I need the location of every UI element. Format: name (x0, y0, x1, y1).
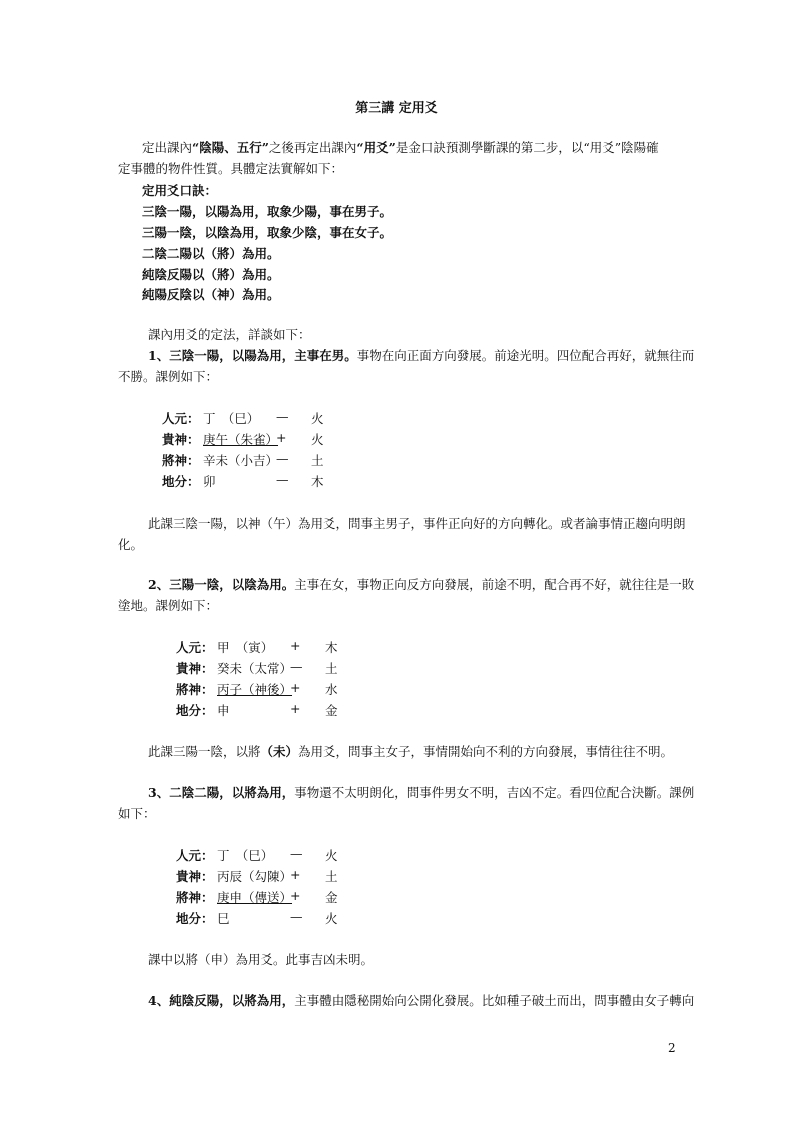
rule-item: 二陰二陽以（將）為用。 (142, 246, 280, 261)
row-element: 水 (325, 682, 338, 697)
row-label: 貴神： (162, 432, 200, 447)
rules-title: 定用爻口訣： (142, 183, 218, 198)
row-sign: + (290, 867, 301, 882)
row-sign: + (276, 430, 287, 445)
section-1-after-1: 此課三陰一陽，以神（午）為用爻，問事主男子，事件正向好的方向轉化。或者論事情正趨向明朗 (148, 516, 686, 531)
row-label: 將神： (176, 890, 214, 905)
intro-text: 之後再定出課內 (268, 140, 357, 155)
row-value: 丁 （巳） (203, 411, 260, 426)
row-element: 金 (325, 703, 338, 718)
section-text: 此課三陽一陰，以將 (148, 744, 261, 759)
row-label: 地分： (176, 911, 214, 926)
intro-line-1 (142, 137, 659, 158)
row-value: 辛未（小吉） (203, 453, 279, 468)
section-3-after: 課中以將（申）為用爻。此事吉凶未明。 (148, 952, 374, 967)
method-intro: 課內用爻的定法，詳談如下： (148, 327, 311, 342)
row-element: 木 (325, 640, 338, 655)
row-label: 貴神： (176, 661, 214, 676)
row-label: 將神： (162, 453, 200, 468)
row-label: 地分： (162, 474, 200, 489)
row-element: 木 (311, 474, 324, 489)
row-sign: + (290, 638, 301, 653)
row-value: 庚申（傳送） (217, 890, 293, 905)
row-sign: — (276, 409, 289, 424)
row-element: 火 (311, 411, 324, 426)
row-label: 人元： (162, 411, 200, 426)
section-1-line-2: 不勝。課例如下： (118, 369, 219, 384)
row-element: 火 (325, 911, 338, 926)
row-value: 卯 (203, 474, 216, 489)
section-2-line-1 (148, 574, 694, 595)
intro-emphasis: “用爻” (356, 140, 396, 155)
row-element: 火 (325, 848, 338, 863)
row-element: 土 (325, 869, 338, 884)
section-3-line-2: 如下： (118, 806, 156, 821)
section-2-line-2: 塗地。課例如下： (118, 598, 219, 613)
row-value: 丙子（神後） (217, 682, 293, 697)
rule-item: 三陰一陽，以陽為用，取象少陽，事在男子。 (142, 204, 393, 219)
intro-emphasis: “陰陽、五行” (192, 140, 269, 155)
section-heading: 3、二陰二陽，以將為用， (148, 785, 295, 800)
row-value: 甲 （寅） (217, 640, 274, 655)
row-value: 庚午（朱雀） (203, 432, 279, 447)
row-element: 土 (325, 661, 338, 676)
row-element: 土 (311, 453, 324, 468)
row-sign: — (276, 451, 289, 466)
row-sign: + (290, 701, 301, 716)
section-3-line-1 (148, 782, 694, 803)
section-text: 主事在女，事物正向反方向發展，前途不明，配合再不好，就往往是一敗 (294, 577, 695, 592)
section-emphasis: （未） (260, 744, 299, 759)
row-label: 將神： (176, 682, 214, 697)
row-label: 地分： (176, 703, 214, 718)
page-number: 2 (668, 1041, 676, 1055)
row-sign: — (290, 909, 303, 924)
row-sign: — (276, 472, 289, 487)
section-text: 事物還不太明朗化，問事件男女不明，吉凶不定。看四位配合決斷。課例 (294, 785, 695, 800)
rule-item: 純陽反陰以（神）為用。 (142, 287, 280, 302)
intro-text: 是金口訣預測學斷課的第二步，以“用爻”陰陽確 (395, 140, 659, 155)
page-title: 第三講 定用爻 (355, 101, 438, 116)
row-sign: — (290, 846, 303, 861)
row-value: 丙辰（勾陳） (217, 869, 293, 884)
section-heading: 2、三陽一陰，以陰為用。 (148, 577, 295, 592)
row-label: 人元： (176, 640, 214, 655)
intro-line-2: 定事體的物件性質。具體定法實解如下： (118, 161, 344, 176)
row-value: 丁 （巳） (217, 848, 274, 863)
section-text: 為用爻，問事主女子，事情開始向不利的方向發展，事情往往不明。 (298, 744, 674, 759)
row-value: 申 (217, 703, 230, 718)
row-sign: + (290, 888, 301, 903)
section-1-after-2: 化。 (118, 537, 144, 552)
section-1-line-1 (148, 345, 694, 366)
section-heading: 1、三陰一陽，以陽為用，主事在男。 (148, 348, 357, 363)
section-text: 主事體由隱秘開始向公開化發展。比如種子破土而出，問事體由女子轉向 (294, 993, 695, 1008)
row-value: 巳 (217, 911, 230, 926)
row-label: 人元： (176, 848, 214, 863)
row-label: 貴神： (176, 869, 214, 884)
row-value: 癸未（太常） (217, 661, 293, 676)
rule-item: 純陰反陽以（將）為用。 (142, 267, 280, 282)
rule-item: 三陽一陰，以陰為用，取象少陰，事在女子。 (142, 225, 393, 240)
section-2-after (148, 741, 673, 762)
row-sign: — (290, 659, 303, 674)
intro-text: 定出課內 (142, 140, 193, 155)
section-heading: 4、純陰反陽，以將為用， (148, 993, 295, 1008)
row-element: 火 (311, 432, 324, 447)
section-4-line-1 (148, 990, 694, 1011)
row-element: 金 (325, 890, 338, 905)
section-text: 事物在向正面方向發展。前途光明。四位配合再好，就無往而 (356, 348, 695, 363)
row-sign: + (290, 680, 301, 695)
